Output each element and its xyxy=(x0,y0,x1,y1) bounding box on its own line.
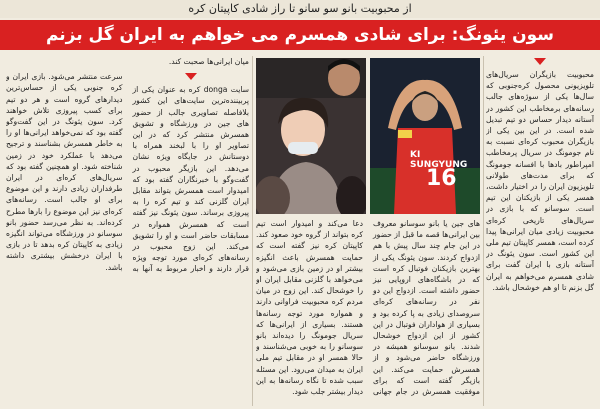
article-column-left xyxy=(6,56,249,406)
spouse-photo xyxy=(256,58,366,214)
section-marker-icon xyxy=(534,58,546,65)
article-text-right: محبوبیت بازیگران سریال‌های تلویزیونی محصول کره‌جنوبی که سال‌ها یکی از سوژه‌های جالب رسانه‌های برمخاطب این کشور در آستانه دیدار حساس دو تیم تبدیل شده است. در این بین یکی از بازیگران محبوب کره‌ای نسبت به نام جومونگ در سریال پرمخاطب امپراطور بادها با افسانه جومونگ که برای مدت‌های طولانی تلویزیون ایران را در اختیار داشت، همسر یکی از بازیکنان این تیم است. سوسانو که با بازی در سریال‌های تاریخی کره‌ای محبوبیت زیادی میان ایرانی‌ها پیدا کرده است، همسر کاپیتان تیم ملی این کشور است. سون یئونگ در آستانه بازی با ایران گفت برای شادی همسرم می‌خواهم به ایران گل بزنم تا او هم خوشحال باشد. xyxy=(486,70,594,292)
article-column-right xyxy=(486,56,594,406)
column-divider xyxy=(483,56,484,406)
article-column-middle xyxy=(256,218,480,406)
article-lead-left: میان ایرانی‌ها صحبت کند. xyxy=(168,57,249,66)
column-divider xyxy=(252,56,253,406)
spouse-photo-image xyxy=(256,58,366,214)
player-photo-image xyxy=(370,58,480,214)
kicker: از محبوبیت بانو سو سانو تا راز شادی کاپیتان کره xyxy=(0,0,600,18)
article-text-middle: های جین یا بانو سوسانو معروف بین ایرانی‌ها قصه ما قبل از حضور در این جام چند سال پیش با هم ازدواج کردند. سون یئونگ یکی از بهترین بازیکنان فوتبال کره است که در باشگاه‌های اروپایی نیز حضور داشته است. ازدواج این دو نفر در رسانه‌های کره‌ای سروصدای زیادی به پا کرده بود و بسیاری از هواداران فوتبال در این کشور از این ازدواج خوشحال شدند. بانو سوسانو همیشه در ورزشگاه حاضر می‌شود و از همسرش حمایت می‌کند. این بازیگر گفته است که برای موفقیت همسرش در جام جهانی دعا می‌کند و امیدوار است تیم کره بتواند از گروه خود صعود کند. کاپیتان کره نیز گفته است که حمایت همسرش باعث انگیزه بیشتر او در زمین بازی می‌شود و می‌خواهد با گلزنی مقابل ایران او را خوشحال کند. این زوج در میان مردم کره محبوبیت فراوانی دارند و همواره مورد توجه رسانه‌ها هستند. بسیاری از ایرانی‌ها که سریال جومونگ را دیده‌اند بانو سوسانو را به خوبی می‌شناسند و حالا همسر او در مقابل تیم ملی ایران به میدان می‌رود. این مسئله سبب شده تا نگاه رسانه‌ها به این دیدار بیشتر جلب شود. xyxy=(256,219,480,397)
section-marker-icon xyxy=(185,73,197,80)
article-text-left: سایت donga کره به عنوان یکی از پربیننده‌ترین سایت‌های این کشور بلافاصله تصاویری جالب از حضور های جین در ورزشگاه و تشویق همسرش منتشر کرد که در این تصاویر او را با لبخند همراه با دوستانش در جایگاه ویژه نشان می‌دهد. این بازیگر محبوب در گفت‌وگو با خبرنگاران گفته بود که امیدوار است همسرش بتواند مقابل ایران گلزنی کند و تیم کره را به پیروزی برساند. سون یئونگ نیز گفته است که همسرش همواره در مسابقات حاضر است و او را تشویق می‌کند. این زوج محبوب در رسانه‌های کره‌ای مورد توجه ویژه قرار دارند و اخبار مربوط به آنها به سرعت منتشر می‌شود. بازی ایران و کره جنوبی یکی از حساس‌ترین دیدارهای گروه است و هر دو تیم برای کسب پیروزی تلاش خواهند کرد. سون یئونگ در این گفت‌وگو گفته بود که نمی‌خواهد ایرانی‌ها او را به خاطر همسرش بشناسند و ترجیح می‌دهد با عملکرد خود در زمین شناخته شود. او همچنین گفته بود که سریال‌های کره‌ای در ایران طرفداران زیادی دارند و این موضوع برای او جالب است. رسانه‌های کره‌ای نیز این موضوع را بارها مطرح کرده‌اند. به نظر می‌رسد حضور بانو سوسانو در ورزشگاه می‌تواند انگیزه زیادی به کاپیتان کره بدهد تا در بازی با ایران درخشش بیشتری داشته باشد. xyxy=(6,72,249,274)
player-name-label: KI SUNGYUNG xyxy=(410,150,468,170)
headline: سون یئونگ: برای شادی همسرم می خواهم به ایران گل بزنم xyxy=(0,20,600,50)
player-number-label: 16 xyxy=(426,166,457,191)
player-photo xyxy=(370,58,480,214)
